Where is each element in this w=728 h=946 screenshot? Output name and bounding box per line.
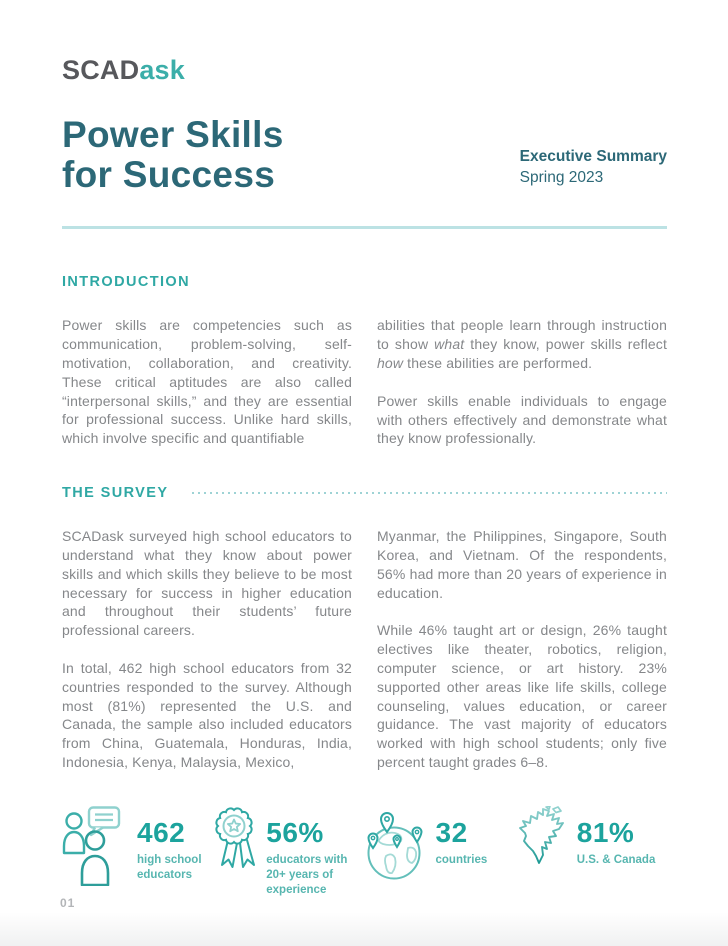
stat-value: 32	[435, 816, 468, 848]
people-chat-icon	[62, 806, 126, 886]
globe-pins-icon	[365, 806, 425, 886]
north-america-icon	[516, 806, 566, 868]
section-survey	[62, 485, 667, 772]
paragraph: While 46% taught art or design, 26% taught electives like theater, robotics, religion, computer science, or art history. 23% supported other areas like life skills, college counseling, values education, or career guidance. The vast majority of educators worked with high school students; only five percent taught grades 6–8.	[377, 622, 667, 770]
stat-item-us-canada	[516, 806, 667, 898]
paragraph: Power skills are competencies such as communication, problem-solving, self-motivation, collaboration, and creativity. These critical aptitudes are also called “interpersonal skills,” and they are essential for professional success. Unlike hard skills, which involve specific and quantifiable	[62, 317, 352, 447]
award-ribbon-icon	[213, 806, 255, 876]
section-introduction	[62, 274, 667, 448]
bottom-edge-shadow	[0, 912, 728, 946]
stat-item-experience	[213, 806, 364, 898]
title-line-2: for Success	[62, 154, 276, 196]
stat-text	[436, 806, 488, 868]
introduction-heading: INTRODUCTION	[62, 274, 190, 291]
paragraph-text: they know, power skills reflect	[464, 336, 667, 353]
header-rule	[62, 226, 667, 229]
introduction-columns	[62, 316, 667, 448]
stat-value: 81%	[576, 816, 635, 848]
introduction-column-right	[377, 316, 667, 448]
header-row	[62, 115, 667, 196]
page-number: 01	[60, 896, 76, 910]
title-line-1: Power Skills	[62, 113, 284, 155]
logo-text-ask: ask	[139, 55, 185, 85]
edition-date-label: Spring 2023	[519, 169, 604, 187]
survey-heading-row	[62, 485, 667, 501]
paragraph: Myanmar, the Philippines, Singapore, South Korea, and Vietnam. Of the respondents, 56% had more than 20 years of experience in education.	[377, 528, 667, 601]
stats-row	[62, 806, 667, 898]
scadask-logo	[62, 56, 667, 86]
paragraph: Power skills enable individuals to engage with others effectively and demonstrate what they know professionally.	[377, 392, 667, 447]
stat-text	[137, 806, 213, 883]
introduction-column-left	[62, 316, 352, 448]
paragraph-text: abilities that people learn through instruction to show	[377, 317, 667, 353]
stat-label: high school educators	[137, 853, 202, 881]
page-title	[62, 115, 284, 196]
survey-column-left	[62, 527, 352, 772]
stat-label: U.S. & Canada	[576, 853, 656, 866]
survey-column-right	[377, 527, 667, 772]
italic-word: what	[434, 336, 465, 353]
paragraph: SCADask surveyed high school educators to understand what they know about power skills and which skills they believe to be most necessary for success in higher education and throughout their students’ future professional careers.	[62, 528, 352, 639]
survey-columns	[62, 527, 667, 772]
paragraph: In total, 462 high school educators from 32 countries responded to the survey. Although most (81%) represented the U.S. and Canada, the sample also included educators from China, Guatemala, Honduras, India, Indonesia, Kenya, Malaysia, Mexico,	[62, 659, 352, 770]
stat-value: 56%	[266, 816, 324, 848]
stat-label: countries	[435, 853, 488, 866]
logo-text-scad: SCAD	[62, 55, 140, 85]
survey-heading: THE SURVEY	[62, 485, 169, 502]
stat-text	[577, 806, 656, 868]
stat-value: 462	[137, 816, 186, 848]
stat-item-countries	[365, 806, 516, 898]
stat-label: educators with 20+ years of experience	[266, 853, 348, 896]
edition-block	[520, 146, 667, 188]
paragraph-text: these abilities are performed.	[403, 354, 593, 371]
paragraph	[377, 316, 667, 372]
stat-text	[266, 806, 362, 898]
executive-summary-label: Executive Summary	[519, 148, 667, 166]
stat-item-educators	[62, 806, 213, 898]
dotted-divider	[192, 492, 667, 494]
italic-word: how	[377, 354, 404, 371]
